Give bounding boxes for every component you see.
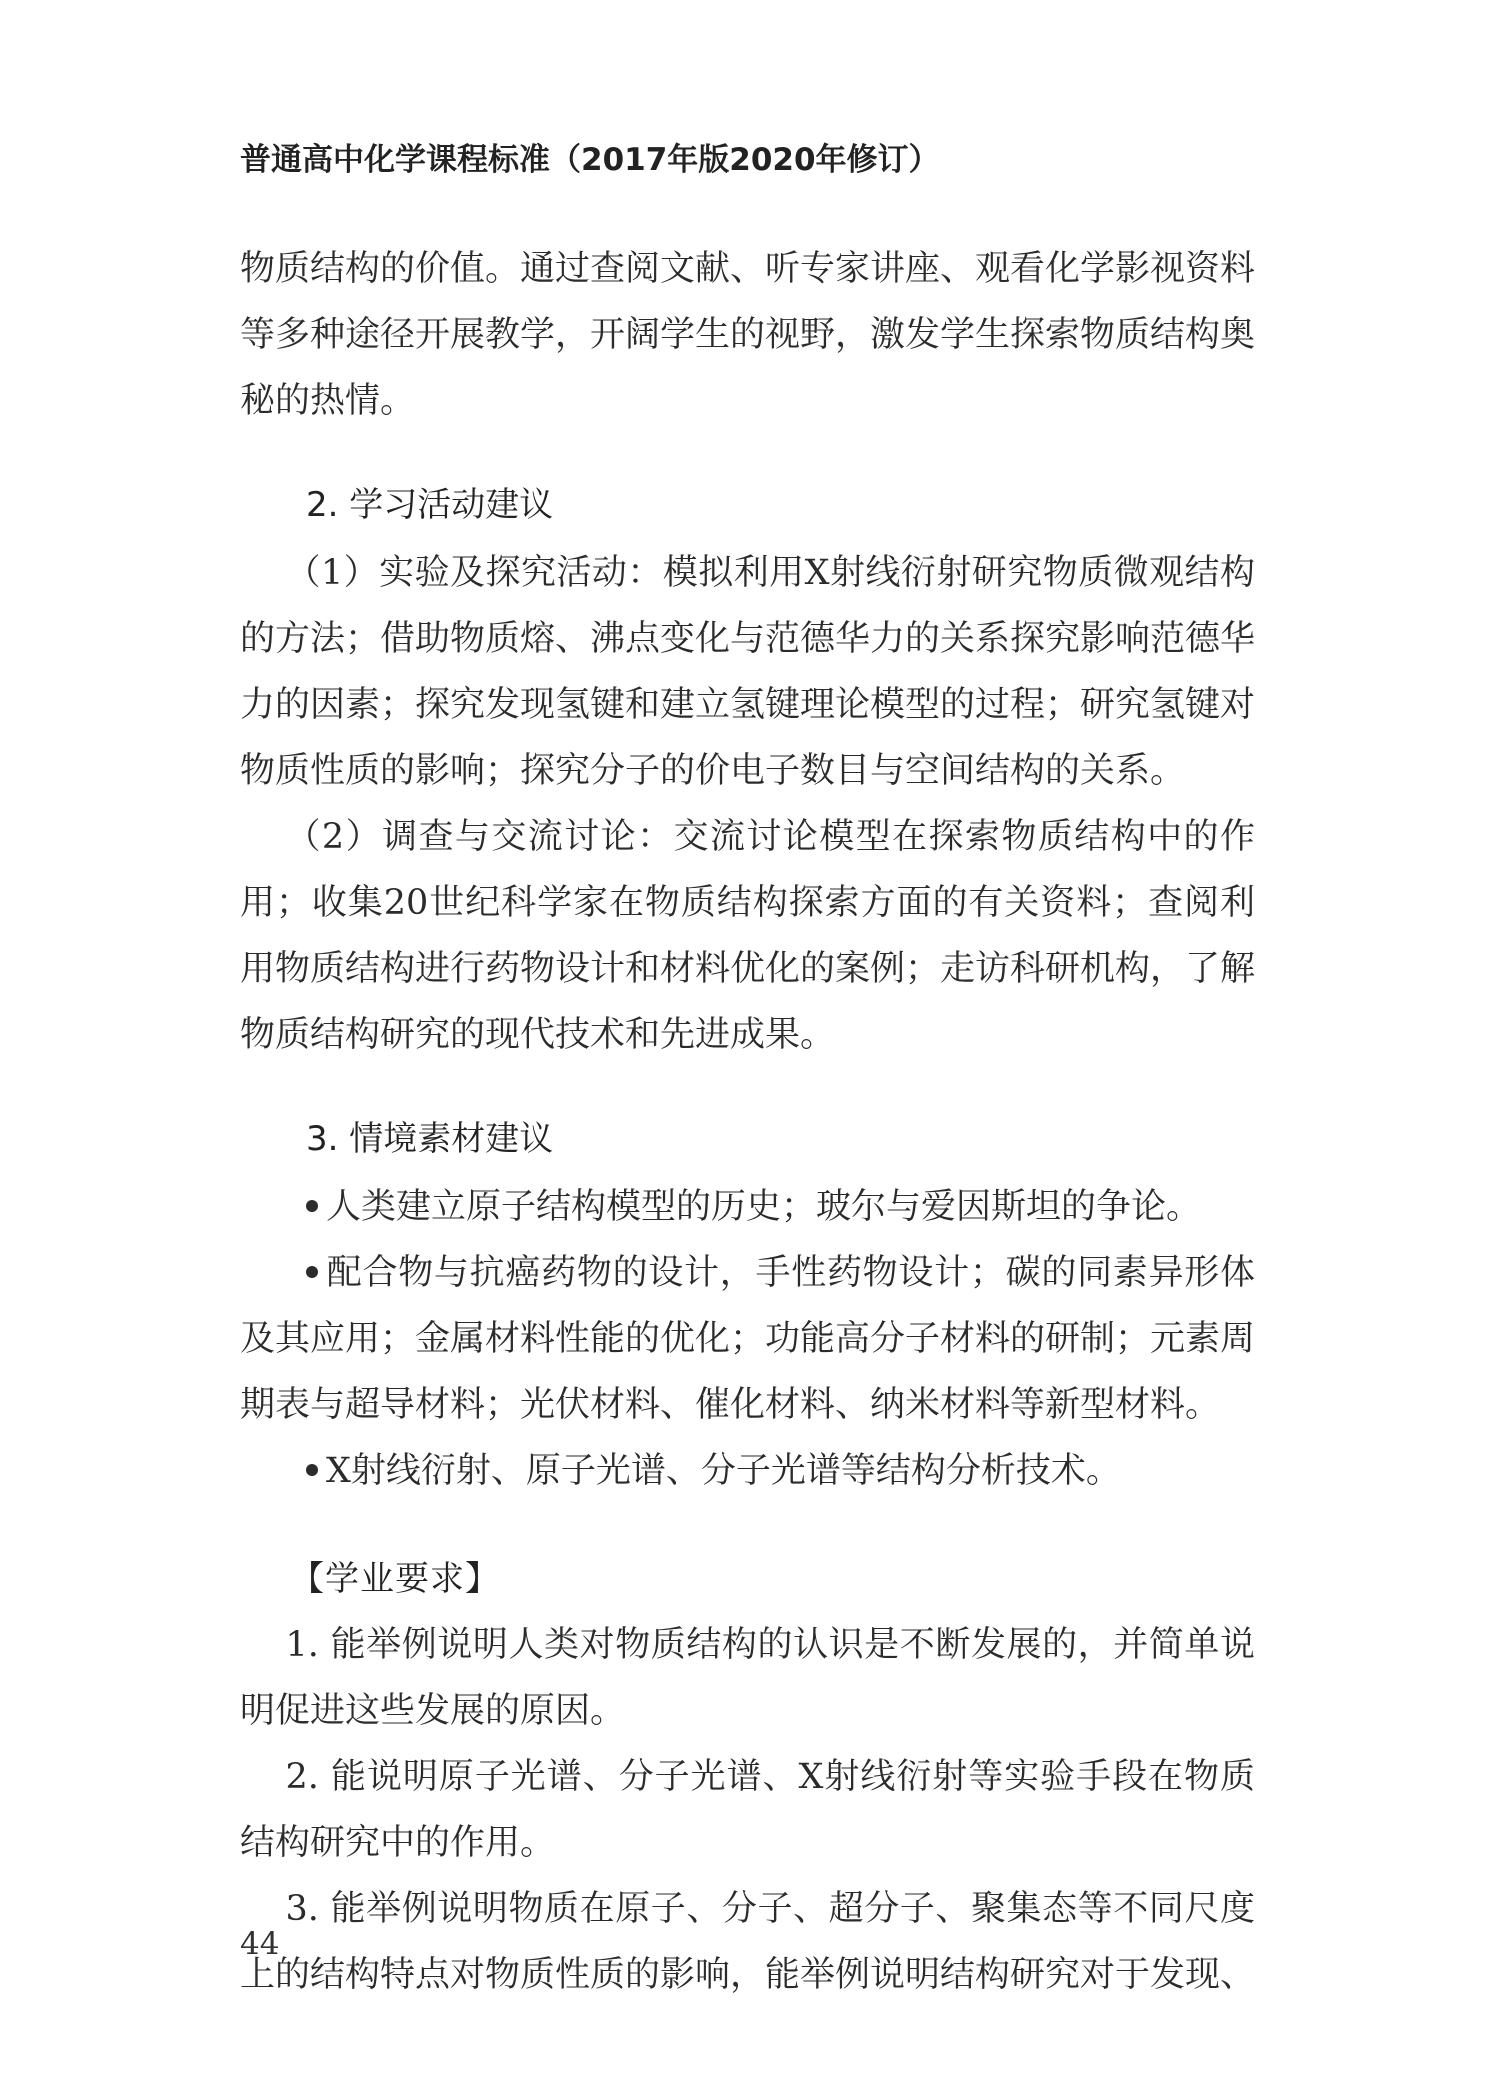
section-heading-context-materials: 3. 情境素材建议 — [306, 1119, 554, 1159]
activity-paragraph-survey: （2）调查与交流讨论：交流讨论模型在探索物质结构中的作用；收集20世纪科学家在物质结构探索方面的有关资料；查阅利用物质结构进行药物设计和材料优化的案例；走访科研机构，了解物质结构研究的现代技术和先进成果。 — [240, 817, 1256, 1055]
bullet-text: 配合物与抗癌药物的设计，手性药物设计；碳的同素异形体及其应用；金属材料性能的优化；功能高分子材料的研制；元素周期表与超导材料；光伏材料、催化材料、纳米材料等新型材料。 — [240, 1253, 1256, 1425]
running-header: 普通高中化学课程标准（2017年版2020年修订） — [240, 142, 940, 178]
intro-paragraph: 物质结构的价值。通过查阅文献、听专家讲座、观看化学影视资料等多种途径开展教学，开阔学生的视野，激发学生探索物质结构奥秘的热情。 — [240, 249, 1256, 421]
section-heading-learning-activities: 2. 学习活动建议 — [306, 485, 554, 525]
bullet-dot-icon — [306, 1200, 318, 1212]
page-content — [240, 236, 1255, 2008]
bullet-dot-icon — [306, 1266, 318, 1278]
requirement-item: 1. 能举例说明人类对物质结构的认识是不断发展的，并简单说明促进这些发展的原因。 — [240, 1625, 1255, 1731]
bullet-dot-icon — [306, 1464, 318, 1476]
bullet-text: X射线衍射、原子光谱、分子光谱等结构分析技术。 — [326, 1451, 1121, 1491]
bullet-text: 人类建立原子结构模型的历史；玻尔与爱因斯坦的争论。 — [326, 1187, 1202, 1227]
bullet-item — [240, 1240, 1255, 1438]
bullet-item — [240, 1174, 1255, 1240]
academic-requirements-heading: 【学业要求】 — [290, 1559, 500, 1599]
bullet-item — [240, 1438, 1255, 1504]
page-number: 44 — [240, 1926, 280, 1962]
requirement-item: 3. 能举例说明物质在原子、分子、超分子、聚集态等不同尺度上的结构特点对物质性质的影响，能举例说明结构研究对于发现、 — [240, 1889, 1256, 1995]
requirement-item: 2. 能说明原子光谱、分子光谱、X射线衍射等实验手段在物质结构研究中的作用。 — [240, 1757, 1255, 1863]
activity-paragraph-experiments: （1）实验及探究活动：模拟利用X射线衍射研究物质微观结构的方法；借助物质熔、沸点变化与范德华力的关系探究影响范德华力的因素；探究发现氢键和建立氢键理论模型的过程；研究氢键对物质性质的影响；探究分子的价电子数目与空间结构的关系。 — [240, 553, 1256, 791]
